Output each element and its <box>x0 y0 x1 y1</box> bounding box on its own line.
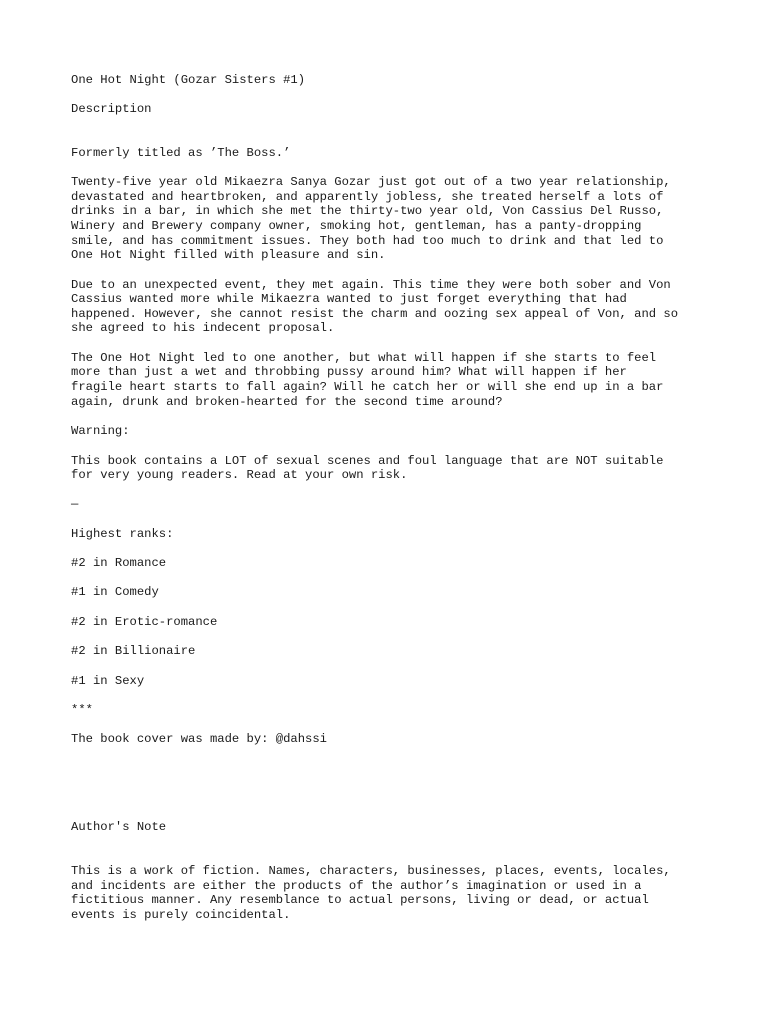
synopsis-line: again, drunk and broken-hearted for the second time around? <box>71 395 503 409</box>
formerly-titled-line: Formerly titled as ’The Boss.’ <box>71 146 291 160</box>
synopsis-line: One Hot Night filled with pleasure and sin. <box>71 248 386 262</box>
disclaimer-line: and incidents are either the products of the author’s imagination or used in a <box>71 879 642 893</box>
authors-note-heading: Author's Note <box>71 820 167 834</box>
synopsis-line: Winery and Brewery company owner, smoking hot, gentleman, has a panty-dropping <box>71 219 642 233</box>
rank-item: #1 in Sexy <box>71 674 145 688</box>
warning-text-line: for very young readers. Read at your own risk. <box>71 468 408 482</box>
disclaimer-line: This is a work of fiction. Names, characters, businesses, places, events, locales, <box>71 864 671 878</box>
warning-heading: Warning: <box>71 424 130 438</box>
synopsis-line: fragile heart starts to fall again? Will he catch her or will she end up in a bar <box>71 380 664 394</box>
rank-item: #2 in Erotic-romance <box>71 615 218 629</box>
disclaimer-line: events is purely coincidental. <box>71 908 291 922</box>
synopsis-line: smile, and has commitment issues. They both had too much to drink and that led to <box>71 234 664 248</box>
warning-text-line: This book contains a LOT of sexual scenes and foul language that are NOT suitable <box>71 454 664 468</box>
synopsis-line: she agreed to his indecent proposal. <box>71 321 335 335</box>
synopsis-line: The One Hot Night led to one another, but what will happen if she starts to feel <box>71 351 657 365</box>
synopsis-line: more than just a wet and throbbing pussy around him? What will happen if her <box>71 365 627 379</box>
synopsis-line: Due to an unexpected event, they met again. This time they were both sober and Von <box>71 278 671 292</box>
synopsis-line: devastated and heartbroken, and apparently jobless, she treated herself a lots of <box>71 190 664 204</box>
synopsis-line: Twenty-five year old Mikaezra Sanya Gozar just got out of a two year relationship, <box>71 175 671 189</box>
cover-credit: The book cover was made by: @dahssi <box>71 732 327 746</box>
synopsis-line: drinks in a bar, in which she met the thirty-two year old, Von Cassius Del Russo, <box>71 204 664 218</box>
asterisk-divider: *** <box>71 703 93 717</box>
rank-item: #2 in Romance <box>71 556 167 570</box>
description-heading: Description <box>71 102 152 116</box>
disclaimer-line: fictitious manner. Any resemblance to actual persons, living or dead, or actual <box>71 893 649 907</box>
synopsis-line: Cassius wanted more while Mikaezra wanted to just forget everything that had <box>71 292 627 306</box>
ranks-heading: Highest ranks: <box>71 527 174 541</box>
rank-item: #1 in Comedy <box>71 585 159 599</box>
synopsis-line: happened. However, she cannot resist the charm and oozing sex appeal of Von, and so <box>71 307 679 321</box>
rank-item: #2 in Billionaire <box>71 644 196 658</box>
separator: — <box>71 497 79 511</box>
book-title: One Hot Night (Gozar Sisters #1) <box>71 73 306 87</box>
